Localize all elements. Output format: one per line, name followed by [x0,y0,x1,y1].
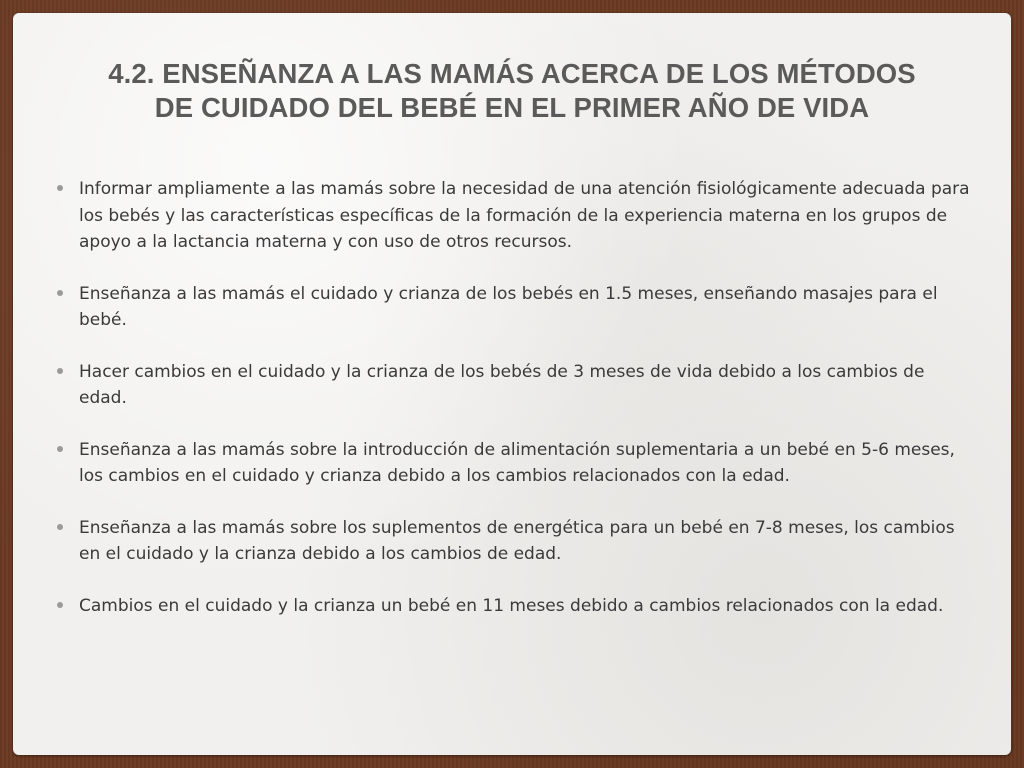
bullet-dot-icon [57,524,63,530]
bullet-dot-icon [57,290,63,296]
slide-title [53,57,971,125]
bullet-text: Informar ampliamente a las mamás sobre la necesidad de una atención fisiológicamente adecuada para los bebés y las características específicas de la formación de la experiencia materna en los grupos de apoyo a la lactancia materna y con uso de otros recursos. [79,179,970,252]
slide-title-line-1: 4.2. ENSEÑANZA A LAS MAMÁS ACERCA DE LOS MÉTODOS [108,58,916,89]
bullet-text: Hacer cambios en el cuidado y la crianza de los bebés de 3 meses de vida debido a los cambios de edad. [79,361,925,408]
bullet-dot-icon [57,446,63,452]
slide-title-line-2: DE CUIDADO DEL BEBÉ EN EL PRIMER AÑO DE VIDA [154,92,870,123]
bullet-text: Enseñanza a las mamás sobre los suplementos de energética para un bebé en 7-8 meses, los cambios en el cuidado y la crianza debido a los cambios de edad. [79,517,955,564]
bullet-dot-icon [57,602,63,608]
bullet-dot-icon [57,185,63,191]
bullet-item [57,359,977,412]
bullet-text: Cambios en el cuidado y la crianza un bebé en 11 meses debido a cambios relacionados con la edad. [79,595,944,616]
bullet-item [57,281,977,334]
bullet-item [57,437,977,490]
bullet-text: Enseñanza a las mamás sobre la introducción de alimentación suplementaria a un bebé en 5-6 meses, los cambios en el cuidado y crianza debido a los cambios relacionados con la edad. [79,439,955,486]
slide [13,13,1011,755]
bullet-dot-icon [57,368,63,374]
bullet-item [57,176,977,256]
bullet-item [57,515,977,568]
bullet-item [57,593,977,620]
bullet-text: Enseñanza a las mamás el cuidado y crianza de los bebés en 1.5 meses, enseñando masajes para el bebé. [79,283,938,330]
bullet-list [57,176,977,644]
